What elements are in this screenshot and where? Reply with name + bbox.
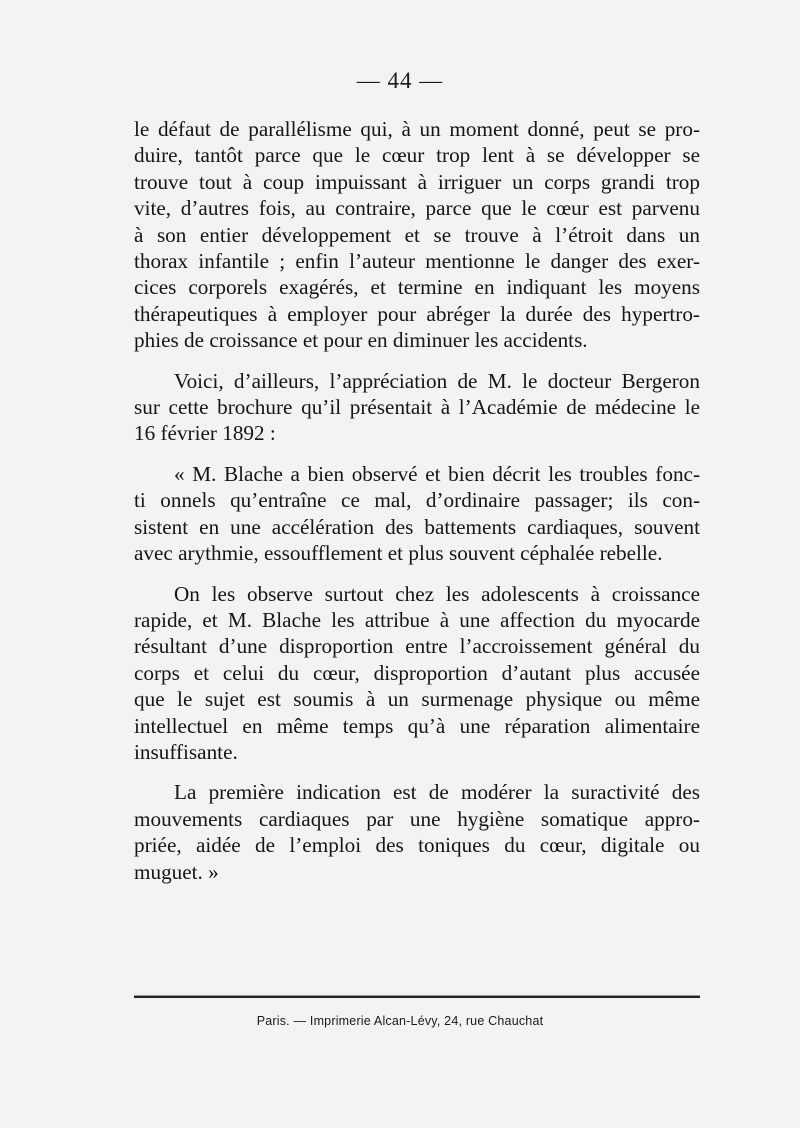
quotation (134, 461, 700, 567)
text-line: ti onnels qu’entraîne ce mal, d’ordinaire passager; ils con- (134, 488, 700, 513)
text-line: sur cette brochure qu’il présentait à l’Académie de médecine le (134, 395, 700, 420)
body-text (134, 116, 700, 885)
text-line: cices corporels exagérés, et termine en indiquant les moyens (134, 275, 700, 300)
text-line: corps et celui du cœur, disproportion d’autant plus accusée (134, 660, 700, 685)
text-line: vite, d’autres fois, au contraire, parce que le cœur est parvenu (134, 196, 700, 221)
printer-imprint: Paris. — Imprimerie Alcan-Lévy, 24, rue Chauchat (256, 1014, 544, 1028)
text-line: thérapeutiques à employer pour abréger la durée des hypertro- (134, 301, 700, 326)
text-line: mouvements cardiaques par une hygiène somatique appro- (134, 806, 700, 831)
text-line: avec arythmie, essoufflement et plus souvent céphalée rebelle. (134, 541, 663, 566)
text-line: Voici, d’ailleurs, l’appréciation de M. le docteur Bergeron (174, 368, 700, 393)
footer-rule (134, 996, 700, 998)
text-line: 16 février 1892 : (134, 421, 276, 446)
text-line: que le sujet est soumis à un surmenage physique ou même (134, 687, 700, 712)
text-line: La première indication est de modérer la suractivité des (174, 780, 700, 805)
text-line: muguet. » (134, 859, 219, 884)
text-line: duire, tantôt parce que le cœur trop lent à se développer se (134, 143, 700, 168)
text-line: à son entier développement et se trouve à l’étroit dans un (134, 222, 700, 247)
text-line: sistent en une accélération des battements cardiaques, souvent (134, 514, 700, 539)
paragraph (134, 368, 700, 447)
paragraph (134, 116, 700, 354)
text-line: insuffisante. (134, 739, 238, 764)
text-line: « M. Blache a bien observé et bien décrit les troubles fonc- (174, 461, 700, 486)
paragraph (134, 779, 700, 885)
page-number: — 44 — (356, 68, 444, 93)
text-line: le défaut de parallélisme qui, à un moment donné, peut se pro- (134, 117, 700, 141)
text-line: rapide, et M. Blache les attribue à une affection du myocarde (134, 607, 700, 632)
paragraph (134, 581, 700, 766)
text-line: thorax infantile ; enfin l’auteur mentionne le danger des exer- (134, 249, 700, 274)
text-line: résultant d’une disproportion entre l’accroissement général du (134, 634, 700, 659)
text-line: intellectuel en même temps qu’à une réparation alimentaire (134, 713, 700, 738)
text-line: phies de croissance et pour en diminuer les accidents. (134, 328, 588, 353)
text-line: trouve tout à coup impuissant à irriguer un corps grandi trop (134, 169, 700, 194)
text-line: On les observe surtout chez les adolescents à croissance (174, 581, 700, 606)
text-line: priée, aidée de l’emploi des toniques du cœur, digitale ou (134, 833, 700, 858)
